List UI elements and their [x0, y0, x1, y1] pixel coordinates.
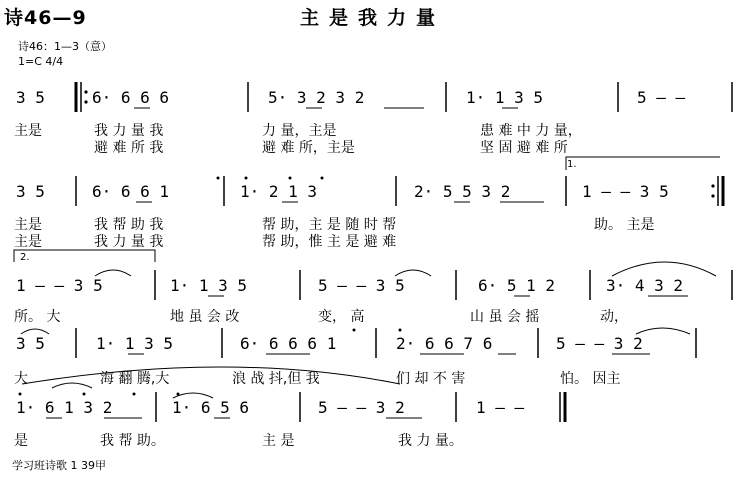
notation-line: [0, 276, 739, 298]
measure-notes: 3 5: [16, 334, 45, 353]
lyric-segment: 主 是: [262, 433, 295, 449]
lyric-segment: 主是: [14, 123, 42, 139]
measure-notes: 2· 6 6 7 6: [396, 334, 493, 353]
lyric-segment: 所。 大: [14, 309, 61, 325]
lyric-segment: 我 帮 助 我: [94, 217, 164, 233]
lyric-segment: 我 力 量 我: [94, 123, 164, 139]
lyric-segment: 我 力 量 我: [94, 234, 164, 250]
lyric-segment: 避 难 所 我: [94, 140, 164, 156]
lyric-segment: 怕。 因主: [560, 371, 621, 387]
notation-line: [0, 334, 739, 356]
measure-notes: 1· 1 3 5: [170, 276, 248, 295]
measure-notes: 6· 5 1 2: [478, 276, 556, 295]
measure-notes: 6· 6 6 6 1: [240, 334, 337, 353]
measure-notes: 5 — — 3 2: [318, 398, 405, 417]
measure-notes: 6· 6 6 1: [92, 182, 170, 201]
lyric-segment: 坚 固 避 难 所: [480, 140, 568, 156]
lyric-line: [0, 430, 739, 448]
key-and-meter: 1=C 4/4: [18, 55, 64, 68]
lyric-line: [0, 306, 739, 324]
measure-notes: 1 — — 3 5: [582, 182, 669, 201]
measure-notes: 1· 1 3 5: [466, 88, 544, 107]
notation-line: [0, 182, 739, 204]
lyric-line: [0, 368, 739, 386]
song-number: 诗46—9: [4, 7, 87, 29]
measure-notes: 3 5: [16, 182, 45, 201]
lyric-segment: 们 却 不 害: [396, 371, 466, 387]
volta-second-label: 2.: [20, 252, 30, 263]
lyric-segment: 帮 助，惟 主 是 避 难: [262, 234, 397, 250]
lyric-segment: 浪 战 抖,但 我: [232, 371, 320, 387]
lyric-segment: 动，: [600, 309, 628, 325]
lyric-line: [0, 214, 739, 232]
lyric-segment: 我 帮 助。: [100, 433, 165, 449]
lyric-line: [0, 231, 739, 249]
lyric-segment: 主是: [14, 217, 42, 233]
lyric-segment: 我 力 量。: [398, 433, 463, 449]
measure-notes: 1· 6 1 3 2: [16, 398, 113, 417]
volta-first-label: 1.: [567, 159, 577, 170]
measure-notes: 5 — — 3 2: [556, 334, 643, 353]
measure-notes: 1· 6 5 6: [172, 398, 250, 417]
lyric-line: [0, 137, 739, 155]
lyric-segment: 变， 高: [318, 309, 365, 325]
measure-notes: 5 — — 3 5: [318, 276, 405, 295]
notation-line: [0, 398, 739, 420]
measure-notes: 3 5: [16, 88, 45, 107]
measure-notes: 1 — — 3 5: [16, 276, 103, 295]
lyric-segment: 大: [14, 371, 28, 387]
lyric-segment: 助。 主是: [594, 217, 655, 233]
lyric-segment: 地 虽 会 改: [170, 309, 240, 325]
lyric-segment: 避 难 所，主是: [262, 140, 355, 156]
scripture-reference: 诗46：1—3（意）: [18, 40, 112, 53]
song-title: 主是我力量: [300, 7, 446, 29]
measure-notes: 1 — —: [476, 398, 525, 417]
measure-notes: 1· 2 1 3: [240, 182, 318, 201]
notation-line: [0, 88, 739, 110]
measure-notes: 5· 3 2 3 2: [268, 88, 365, 107]
measure-notes: 2· 5 5 3 2: [414, 182, 511, 201]
lyric-segment: 海 翻 腾,大: [100, 371, 170, 387]
lyric-line: [0, 120, 739, 138]
lyric-segment: 是: [14, 433, 28, 449]
measure-notes: 3· 4 3 2: [606, 276, 684, 295]
footer-source: 学习班诗歌 1 39甲: [12, 459, 106, 472]
measure-notes: 1· 1 3 5: [96, 334, 174, 353]
lyric-segment: 力 量，主是: [262, 123, 337, 139]
lyric-segment: 帮 助，主 是 随 时 帮: [262, 217, 397, 233]
lyric-segment: 山 虽 会 摇: [470, 309, 540, 325]
measure-notes: 5 — —: [637, 88, 686, 107]
lyric-segment: 主是: [14, 234, 42, 250]
measure-notes: 6· 6 6 6: [92, 88, 170, 107]
lyric-segment: 患 难 中 力 量，: [480, 123, 582, 139]
